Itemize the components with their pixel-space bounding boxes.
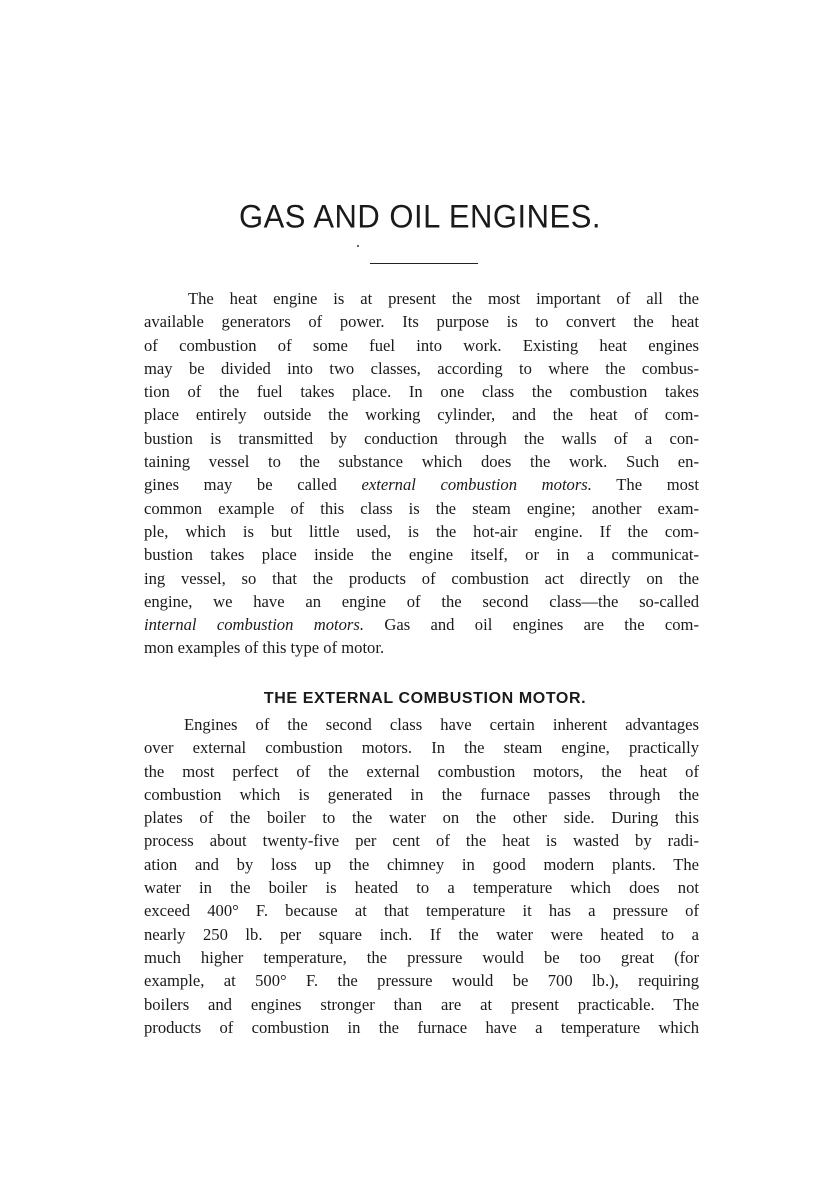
page-title: GAS AND OIL ENGINES. [238, 197, 601, 236]
title-rule [370, 263, 478, 264]
text-run: Gas and oil engines are the com- [364, 615, 699, 635]
text-line: ation and by loss up the chimney in good modern plants. The [144, 854, 699, 874]
text-line: may be divided into two classes, according to where the combus- [144, 358, 699, 378]
text-line: the most perfect of the external combustion motors, the heat of [144, 761, 699, 781]
title-ornament-dot [357, 245, 359, 247]
text-run: The most [591, 475, 699, 495]
text-line: plates of the boiler to the water on the other side. During this [144, 808, 699, 828]
text-line: combustion which is generated in the furnace passes through the [144, 784, 699, 804]
text-line: over external combustion motors. In the steam engine, practically [144, 738, 699, 758]
text-line: tion of the fuel takes place. In one class the combustion takes [144, 382, 699, 402]
text-line: exceed 400° F. because at that temperature it has a pressure of [144, 901, 699, 921]
text-line: taining vessel to the substance which does the work. Such en- [144, 452, 699, 472]
paragraph-external-motor [144, 713, 699, 1039]
text-line: much higher temperature, the pressure would be too great (for [144, 947, 699, 967]
section-heading: THE EXTERNAL COMBUSTION MOTOR. [263, 690, 587, 707]
text-line: water in the boiler is heated to a temperature which does not [144, 878, 699, 898]
text-line: products of combustion in the furnace have a temperature which [144, 1017, 699, 1037]
text-line: The heat engine is at present the most important of all the [188, 289, 699, 308]
text-line: engine, we have an engine of the second class—the so-called [144, 591, 699, 611]
text-run: gines may be called [144, 475, 362, 495]
text-line: boilers and engines stronger than are at present practicable. The [144, 994, 699, 1014]
text-line: Engines of the second class have certain inherent advantages [184, 715, 699, 734]
text-line: process about twenty-five per cent of the heat is wasted by radi- [144, 831, 699, 851]
text-line: available generators of power. Its purpose is to convert the heat [144, 312, 699, 332]
text-line: common example of this class is the steam engine; another exam- [144, 498, 699, 518]
text-line: mon examples of this type of motor. [144, 638, 385, 658]
text-line: place entirely outside the working cylinder, and the heat of com- [144, 405, 699, 425]
italic-term-external: external combustion motors. [361, 475, 592, 495]
text-line [144, 473, 699, 496]
text-line: ple, which is but little used, is the hot-air engine. If the com- [144, 521, 699, 541]
text-line [144, 613, 699, 636]
italic-term-internal: internal combustion motors. [144, 615, 364, 635]
text-line: bustion is transmitted by conduction through the walls of a con- [144, 428, 699, 448]
text-line: nearly 250 lb. per square inch. If the water were heated to a [144, 924, 699, 944]
text-line: example, at 500° F. the pressure would be 700 lb.), requiring [144, 971, 699, 991]
text-line: of combustion of some fuel into work. Existing heat engines [144, 335, 699, 355]
text-line: bustion takes place inside the engine itself, or in a communicat- [144, 545, 699, 565]
paragraph-intro [144, 287, 699, 660]
text-line: ing vessel, so that the products of combustion act directly on the [144, 568, 699, 588]
